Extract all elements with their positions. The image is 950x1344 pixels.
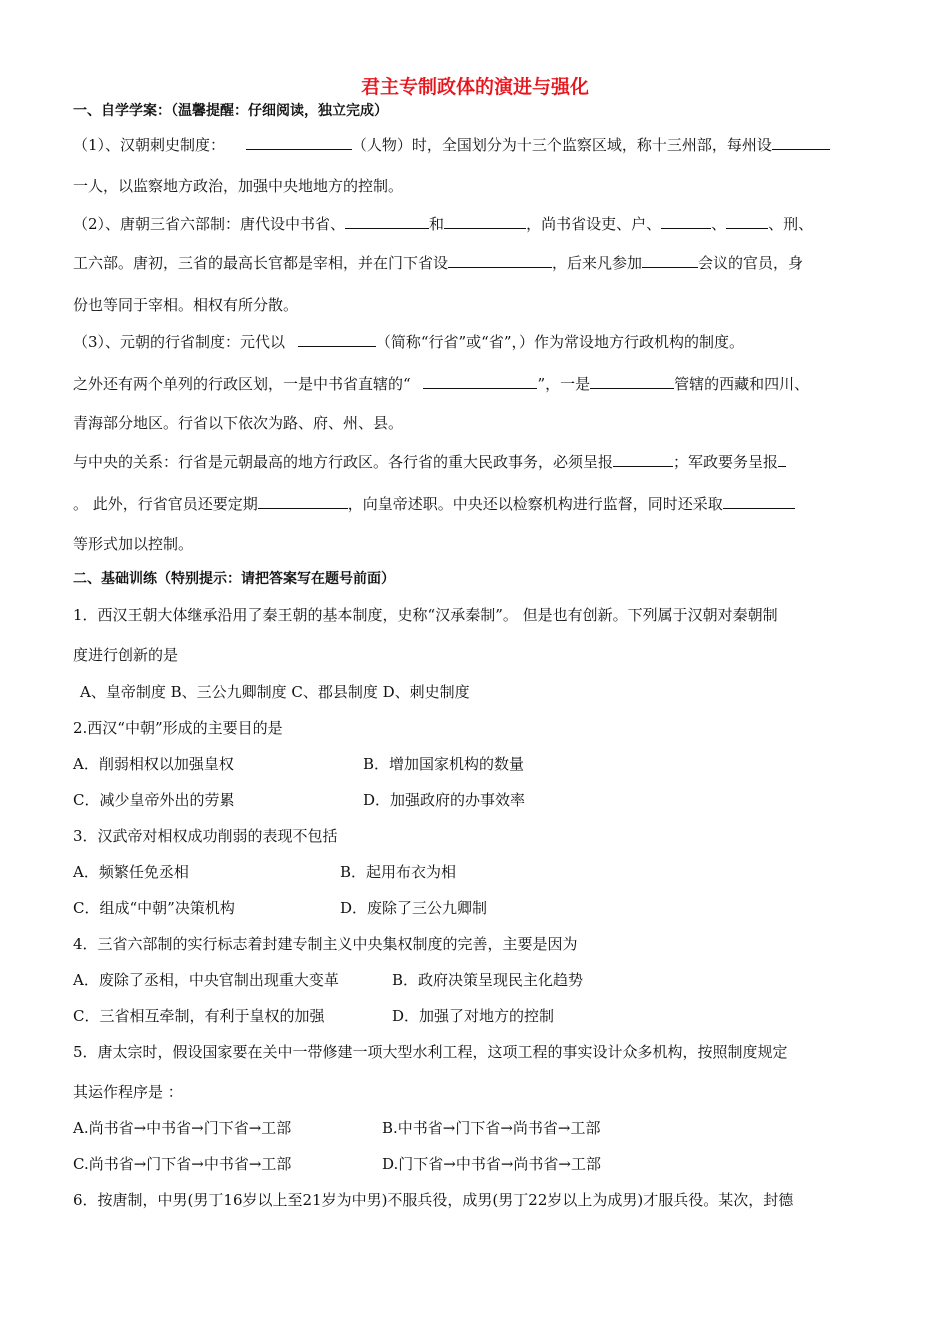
text: 工六部。唐初，三省的最高长官都是宰相，并在门下省设 [73, 254, 449, 272]
question-1-stem-line-2: 度进行创新的是 [73, 646, 179, 664]
section-2-heading: 二、基础训练（特别提示：请把答案写在题号前面） [73, 571, 395, 587]
paragraph-3-line-3: 青海部分地区。行省以下依次为路、府、州、县。 [73, 414, 404, 432]
text: 、刑、 [768, 215, 814, 233]
answer-blank[interactable] [661, 214, 711, 229]
paragraph-2-line-2 [73, 253, 803, 273]
paragraph-3-line-2 [73, 374, 809, 394]
answer-blank[interactable] [778, 452, 786, 467]
question-3-option-a: A．频繁任免丞相 [73, 863, 189, 881]
text: （2）、唐朝三省六部制：唐代设中书省、 [73, 215, 346, 233]
text: ”，一是 [537, 375, 591, 393]
answer-blank[interactable] [590, 374, 674, 389]
paragraph-2-line-1 [73, 214, 813, 234]
question-4-option-a: A．废除了丞相，中央官制出现重大变革 [73, 971, 339, 989]
answer-blank[interactable] [246, 135, 352, 150]
question-2-option-b: B．增加国家机构的数量 [363, 755, 525, 773]
question-3-option-c: C．组成“中朝”决策机构 [73, 899, 235, 917]
question-2-option-d: D．加强政府的办事效率 [363, 791, 526, 809]
answer-blank[interactable] [448, 253, 552, 268]
paragraph-2-line-3: 份也等同于宰相。相权有所分散。 [73, 296, 299, 314]
text: 与中央的关系：行省是元朝最高的地方行政区。各行省的重大民政事务，必须呈报 [73, 453, 614, 471]
text: （人物）时，全国划分为十三个监察区域，称十三州部，每州设 [351, 136, 772, 154]
text: 管辖的西藏和四川、 [674, 375, 810, 393]
text: ，向皇帝述职。中央还以检察机构进行监督，同时还采取 [347, 495, 723, 513]
answer-blank[interactable] [726, 214, 768, 229]
text: 。 此外，行省官员还要定期 [73, 495, 258, 513]
answer-blank[interactable] [423, 374, 537, 389]
section-1-heading: 一、自学学案：（温馨提醒：仔细阅读，独立完成） [73, 103, 388, 119]
text: 会议的官员，身 [698, 254, 804, 272]
question-4-option-c: C．三省相互牵制，有利于皇权的加强 [73, 1007, 325, 1025]
paragraph-1-line-2: 一人，以监察地方政治，加强中央地地方的控制。 [73, 177, 404, 195]
paragraph-3-line-1 [73, 332, 744, 352]
question-5-option-d: D.门下省→中书省→尚书省→工部 [382, 1155, 601, 1173]
question-5-option-b: B.中书省→门下省→尚书省→工部 [382, 1119, 601, 1137]
question-3-stem: 3．汉武帝对相权成功削弱的表现不包括 [73, 827, 338, 845]
answer-blank[interactable] [444, 214, 526, 229]
paragraph-3-line-6: 等形式加以控制。 [73, 535, 194, 553]
question-2-stem: 2.西汉“中朝”形成的主要目的是 [73, 719, 283, 737]
answer-blank[interactable] [642, 253, 698, 268]
paragraph-1-line-1 [73, 135, 830, 155]
text: （简称“行省”或“省”，）作为常设地方行政机构的制度。 [375, 333, 745, 351]
question-5-stem-line-1: 5．唐太宗时，假设国家要在关中一带修建一项大型水利工程，这项工程的事实设计众多机构，按照制度规定 [73, 1043, 788, 1061]
question-3-option-b: B．起用布衣为相 [340, 863, 457, 881]
answer-blank[interactable] [258, 494, 348, 509]
text: 、 [711, 215, 727, 233]
answer-blank[interactable] [613, 452, 673, 467]
question-2-option-c: C．减少皇帝外出的劳累 [73, 791, 235, 809]
question-3-option-d: D．废除了三公九卿制 [340, 899, 488, 917]
text: 和 [429, 215, 445, 233]
question-5-stem-line-2: 其运作程序是 ： [73, 1083, 183, 1101]
page-title: 君主专制政体的演进与强化 [360, 76, 589, 98]
text: ；军政要务呈报 [673, 453, 779, 471]
question-4-option-d: D．加强了对地方的控制 [392, 1007, 555, 1025]
text: ，后来凡参加 [552, 254, 643, 272]
paragraph-3-line-5 [73, 494, 795, 514]
text: ，尚书省设吏、户、 [526, 215, 662, 233]
text: （3）、元朝的行省制度：元代以 [73, 333, 286, 351]
text: （1）、汉朝刺史制度： [73, 136, 226, 154]
question-1-options: A、皇帝制度 B、三公九卿制度 C、郡县制度 D、刺史制度 [80, 683, 470, 701]
text: 之外还有两个单列的行政区划，一是中书省直辖的“ [73, 375, 411, 393]
answer-blank[interactable] [298, 332, 376, 347]
question-1-stem-line-1: 1．西汉王朝大体继承沿用了秦王朝的基本制度，史称“汉承秦制”。 但是也有创新。下列属于汉朝对秦朝制 [73, 606, 778, 624]
paragraph-3-line-4 [73, 452, 786, 472]
question-5-option-a: A.尚书省→中书省→门下省→工部 [73, 1119, 292, 1137]
question-6-stem: 6．按唐制，中男(男丁16岁以上至21岁为中男)不服兵役，成男(男丁22岁以上为成男)才服兵役。某次，封德 [73, 1191, 794, 1209]
answer-blank[interactable] [345, 214, 429, 229]
answer-blank[interactable] [772, 135, 830, 150]
answer-blank[interactable] [723, 494, 795, 509]
question-5-option-c: C.尚书省→门下省→中书省→工部 [73, 1155, 292, 1173]
question-4-stem: 4．三省六部制的实行标志着封建专制主义中央集权制度的完善，主要是因为 [73, 935, 578, 953]
question-2-option-a: A．削弱相权以加强皇权 [73, 755, 234, 773]
question-4-option-b: B．政府决策呈现民主化趋势 [392, 971, 584, 989]
